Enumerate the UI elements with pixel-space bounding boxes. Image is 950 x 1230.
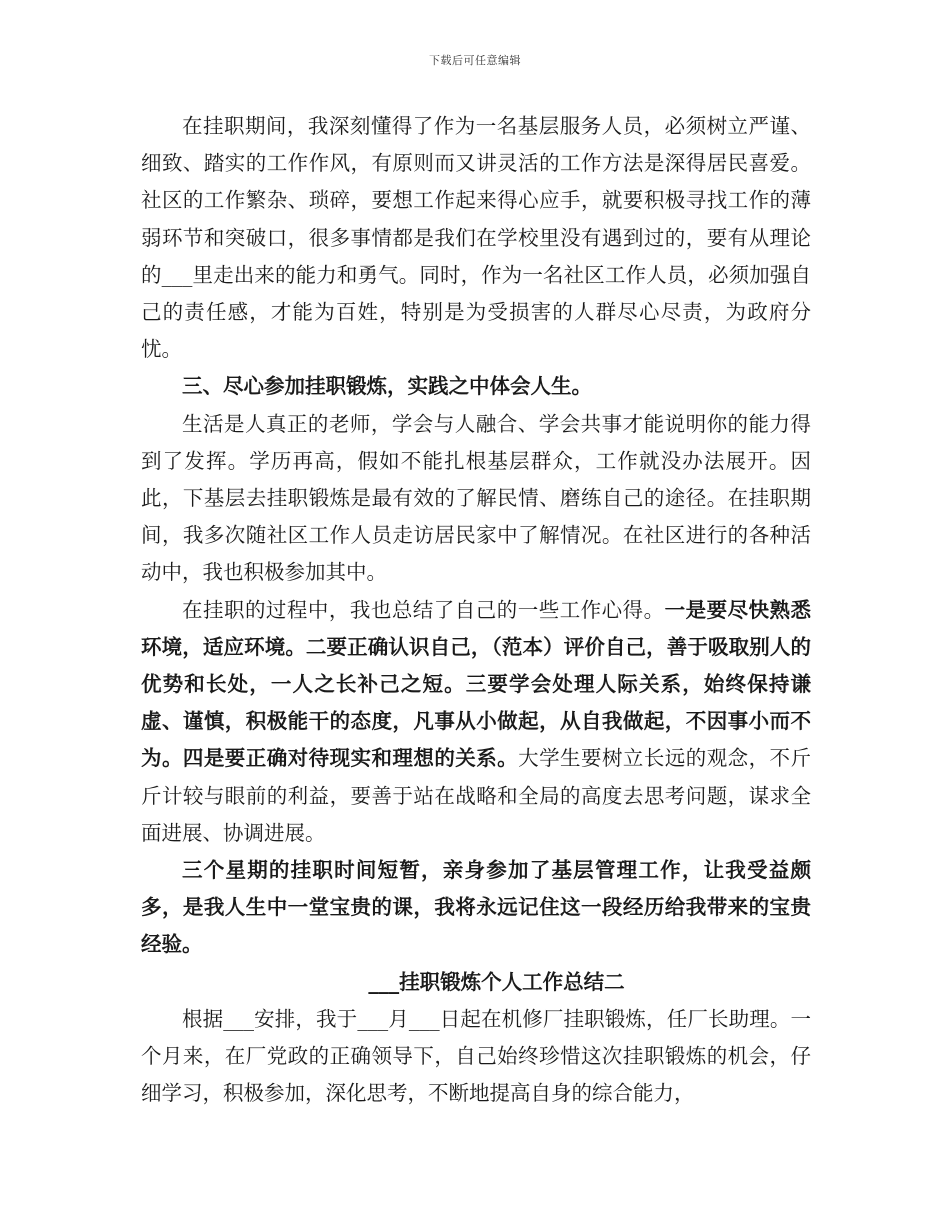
page-header: 下载后可任意编辑 [429, 54, 521, 67]
paragraph-factory-assignment: 根据___安排，我于___月___日起在机修厂挂职锻炼，任厂长助理。一个月来，在厂党政的正确领导下，自己始终珍惜这次挂职锻炼的机会，仔细学习，积极参加，深化思考，不断地提高自身的综合能力， [141, 1006, 811, 1106]
paragraph-work-style: 在挂职期间，我深刻懂得了作为一名基层服务人员，必须树立严谨、细致、踏实的工作作风，有原则而又讲灵活的工作方法是深得居民喜爱。社区的工作繁杂、琐碎，要想工作起来得心应手，就要积极寻找工作的薄弱环节和突破口，很多事情都是我们在学校里没有遇到过的，要有从理论的___里走出来的能力和勇气。同时，作为一名社区工作人员，必须加强自己的责任感，才能为百姓，特别是为受损害的人群尽心尽责，为政府分忧。 [141, 114, 811, 362]
paragraph-conclusion: 三个星期的挂职时间短暂，亲身参加了基层管理工作，让我受益颇多，是我人生中一堂宝贵的课，我将永远记住这一段经历给我带来的宝贵经验。 [141, 858, 811, 957]
paragraph-life-teacher: 生活是人真正的老师，学会与人融合、学会共事才能说明你的能力得到了发挥。学历再高，假如不能扎根基层群众，工作就没办法展开。因此，下基层去挂职锻炼是最有效的了解民情、磨练自己的途径。在挂职期间，我多次随社区工作人员走访居民家中了解情况。在社区进行的各种活动中，我也积极参加其中。 [141, 411, 811, 585]
paragraph-work-insights [141, 592, 811, 852]
insights-lead-text: 在挂职的过程中，我也总结了自己的一些工作心得。 [182, 597, 665, 622]
insights-tail-text: 大学生要树立长远的观念，不斤斤计较与眼前的利益，要善于站在战略和全局的高度去思考问题，谋求全面进展、协调进展。 [141, 746, 812, 845]
insights-bold-points: 一是要尽快熟悉环境，适应环境。二要正确认识自己，（范本）评价自己，善于吸取别人的优势和长处，一人之长补己之短。三要学会处理人际关系，始终保持谦虚、谨慎，积极能干的态度，凡事从小做起，从自我做起，不因事小而不为。四是要正确对待现实和理想的关系。 [141, 597, 812, 771]
document-body [141, 108, 811, 1112]
section-heading-3: 三、尽心参加挂职锻炼，实践之中体会人生。 [182, 374, 592, 399]
document-subtitle: ___挂职锻炼个人工作总结二 [368, 969, 625, 994]
